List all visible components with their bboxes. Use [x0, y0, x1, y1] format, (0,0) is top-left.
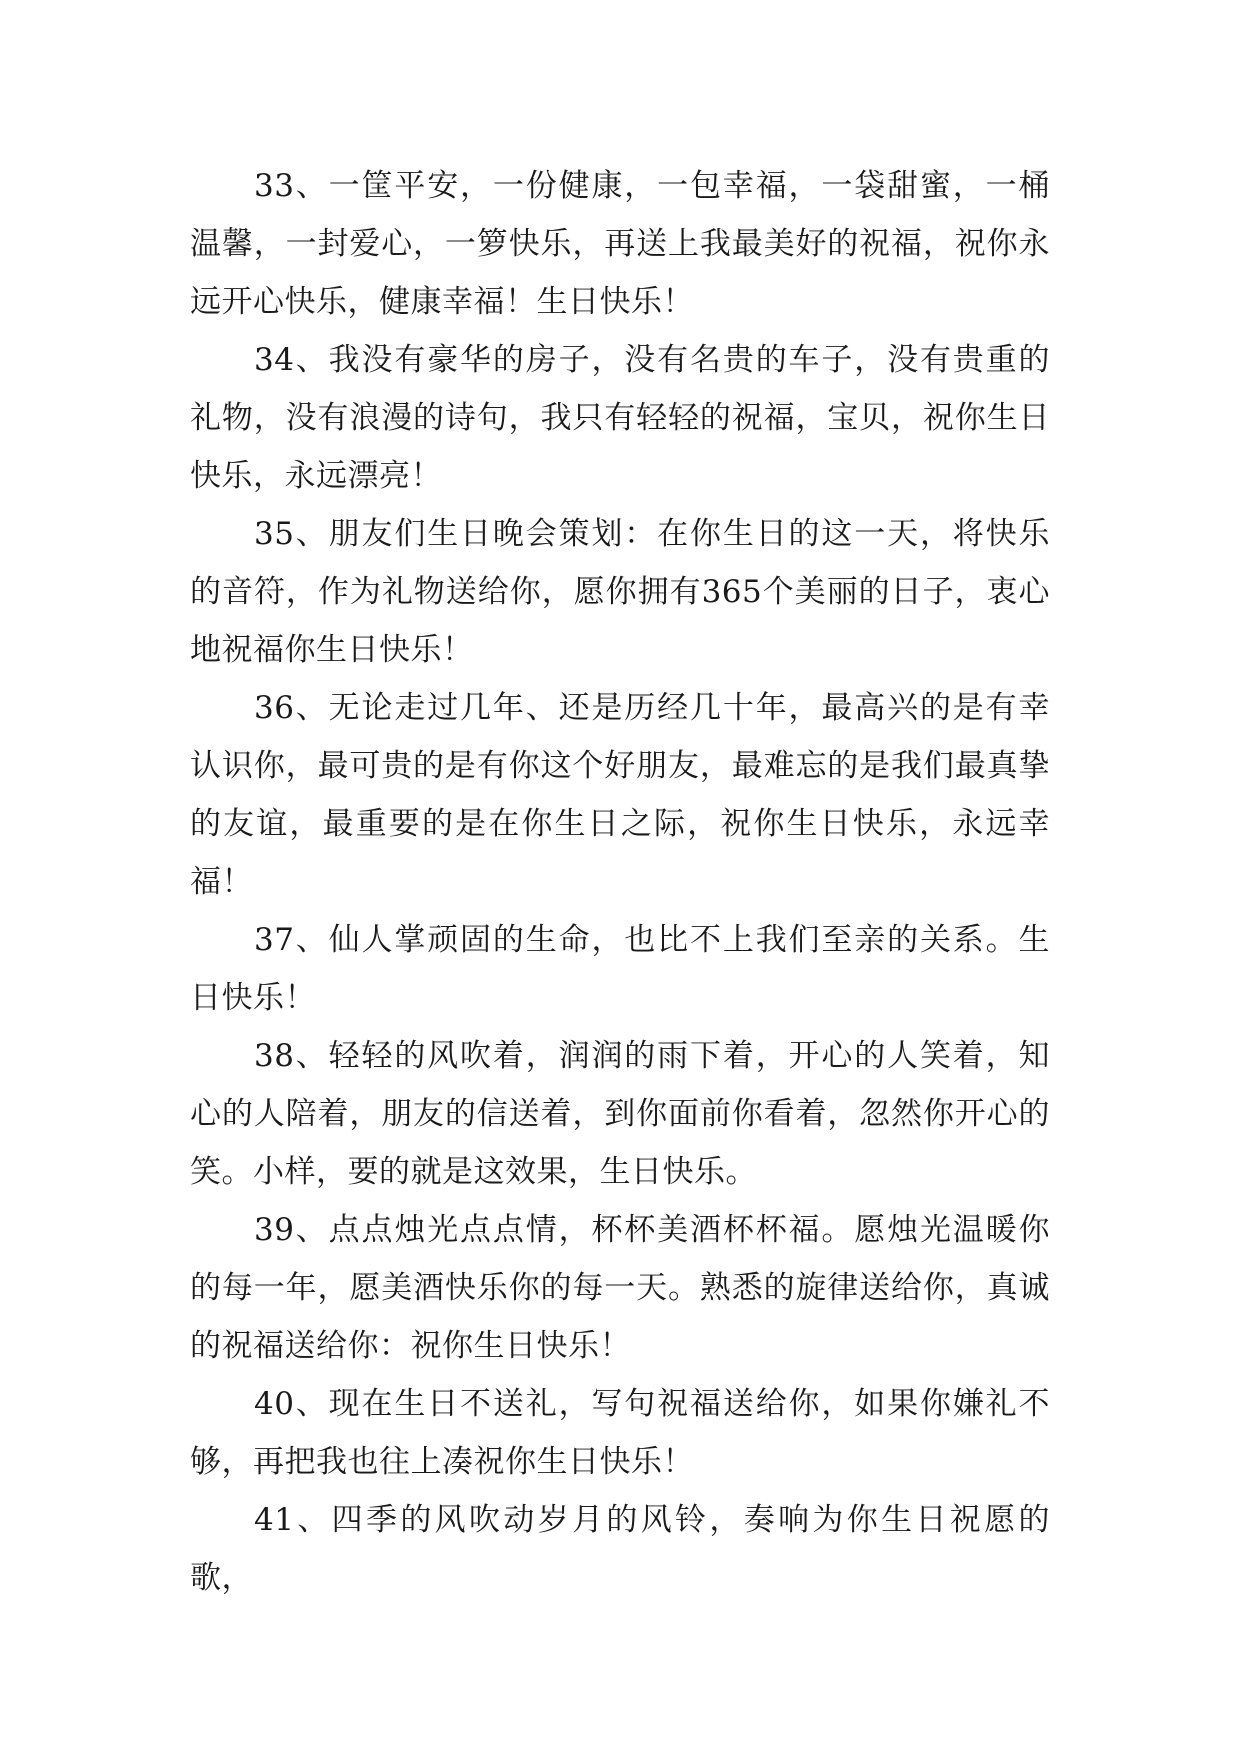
- document-body: [190, 157, 1050, 1607]
- paragraph-39: 39、点点烛光点点情，杯杯美酒杯杯福。愿烛光温暖你的每一年，愿美酒快乐你的每一天。熟悉的旋律送给你，真诚的祝福送给你：祝你生日快乐！: [190, 1212, 1050, 1364]
- paragraph-34: 34、我没有豪华的房子，没有名贵的车子，没有贵重的礼物，没有浪漫的诗句，我只有轻轻的祝福，宝贝，祝你生日快乐，永远漂亮！: [190, 342, 1050, 494]
- paragraph-38: 38、轻轻的风吹着，润润的雨下着，开心的人笑着，知心的人陪着，朋友的信送着，到你面前你看着，忽然你开心的笑。小样，要的就是这效果，生日快乐。: [190, 1038, 1050, 1190]
- paragraph-37: 37、仙人掌顽固的生命，也比不上我们至亲的关系。生日快乐！: [190, 922, 1050, 1016]
- paragraph-40: 40、现在生日不送礼，写句祝福送给你，如果你嫌礼不够，再把我也往上凑祝你生日快乐！: [190, 1386, 1050, 1480]
- paragraph-41: 41、四季的风吹动岁月的风铃，奏响为你生日祝愿的歌，: [190, 1502, 1050, 1596]
- paragraph-36: 36、无论走过几年、还是历经几十年，最高兴的是有幸认识你，最可贵的是有你这个好朋友，最难忘的是我们最真挚的友谊，最重要的是在你生日之际，祝你生日快乐，永远幸福！: [190, 690, 1050, 900]
- paragraph-33: 33、一筐平安，一份健康，一包幸福，一袋甜蜜，一桶温馨，一封爱心，一箩快乐，再送上我最美好的祝福，祝你永远开心快乐，健康幸福！生日快乐！: [190, 168, 1050, 320]
- paragraph-35: 35、朋友们生日晚会策划：在你生日的这一天，将快乐的音符，作为礼物送给你，愿你拥有365个美丽的日子，衷心地祝福你生日快乐！: [190, 516, 1050, 668]
